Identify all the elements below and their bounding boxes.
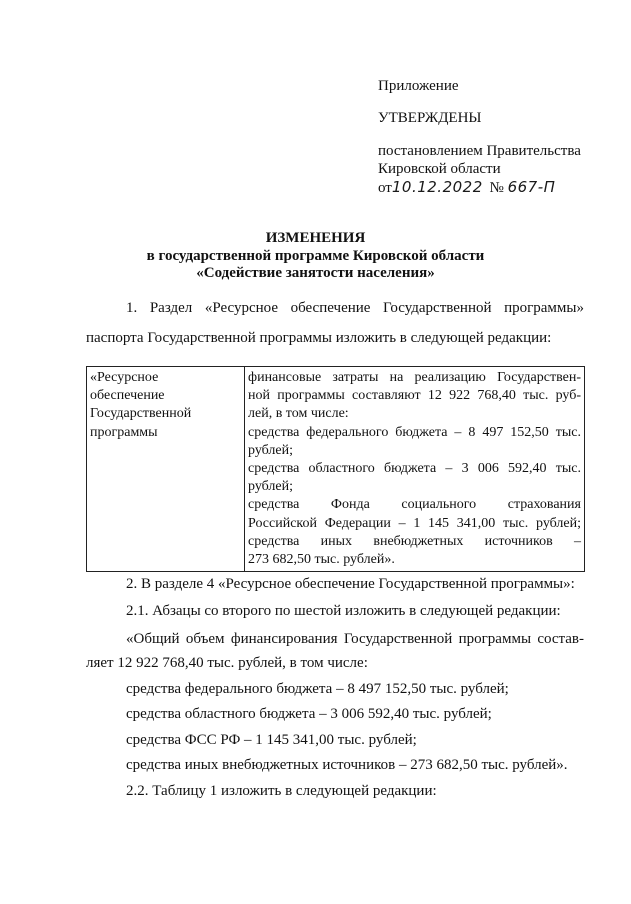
value-line: 273 682,50 тыс. рублей». (248, 552, 395, 568)
value-line: финансовые затраты на реализацию Государствен- (248, 370, 581, 385)
label-line: обеспечение (90, 388, 165, 404)
value-line: средства федерального бюджета – 8 497 152,50 тыс. (248, 424, 581, 440)
document-title: ИЗМЕНЕНИЯ (265, 230, 366, 246)
federal-budget-line: средства федерального бюджета – 8 497 152,50 тыс. рублей; (126, 681, 509, 697)
label-line: программы (90, 424, 158, 440)
regional-budget-line: средства областного бюджета – 3 006 592,40 тыс. рублей; (126, 706, 492, 722)
resource-table (86, 366, 585, 572)
value-line: средства Фонда социального страхования (248, 497, 581, 513)
table-row (87, 367, 585, 572)
document-subtitle-1: в государственной программе Кировской области (146, 248, 485, 264)
decree-date-line (378, 178, 555, 197)
date-prefix: от (378, 180, 392, 196)
label-line: «Ресурсное (90, 370, 159, 385)
value-line: ной программы составляют 12 922 768,40 тыс. руб- (248, 388, 581, 404)
value-line: Российской Федерации – 1 145 341,00 тыс. рублей; (248, 515, 581, 531)
handwritten-number: 667-П (507, 178, 556, 196)
document-subtitle-2: «Содействие занятости населения» (196, 265, 435, 281)
decree-line-1: постановлением Правительства (378, 143, 581, 159)
decree-line-2: Кировской области (378, 161, 501, 177)
item-1-line-1: 1. Раздел «Ресурсное обеспечение Государственной программы» (126, 300, 584, 316)
label-line: Государственной (90, 406, 192, 422)
approved-label: УТВЕРЖДЕНЫ (378, 110, 482, 126)
total-paragraph-line-2: ляет 12 922 768,40 тыс. рублей, в том числе: (86, 655, 368, 671)
table-value-cell (245, 367, 585, 572)
value-line: рублей; (248, 442, 293, 458)
other-sources-line: средства иных внебюджетных источников – 273 682,50 тыс. рублей». (126, 757, 568, 773)
item-2: 2. В разделе 4 «Ресурсное обеспечение Государственной программы»: (126, 576, 575, 592)
value-line: средства иных внебюджетных источников – (248, 533, 581, 549)
table-label-cell (87, 367, 245, 572)
value-line: рублей; (248, 479, 293, 495)
item-2-1: 2.1. Абзацы со второго по шестой изложить в следующей редакции: (126, 603, 561, 619)
value-line: средства областного бюджета – 3 006 592,40 тыс. (248, 461, 581, 477)
appendix-label: Приложение (378, 78, 459, 94)
value-line: лей, в том числе: (248, 406, 349, 422)
number-prefix: № (489, 180, 504, 196)
item-2-2: 2.2. Таблицу 1 изложить в следующей редакции: (126, 783, 437, 799)
fss-line: средства ФСС РФ – 1 145 341,00 тыс. рублей; (126, 732, 417, 748)
handwritten-date: 10.12.2022 (391, 178, 483, 196)
item-1-line-2: паспорта Государственной программы изложить в следующей редакции: (86, 330, 552, 346)
total-paragraph-line-1: «Общий объем финансирования Государственной программы состав- (126, 631, 584, 647)
